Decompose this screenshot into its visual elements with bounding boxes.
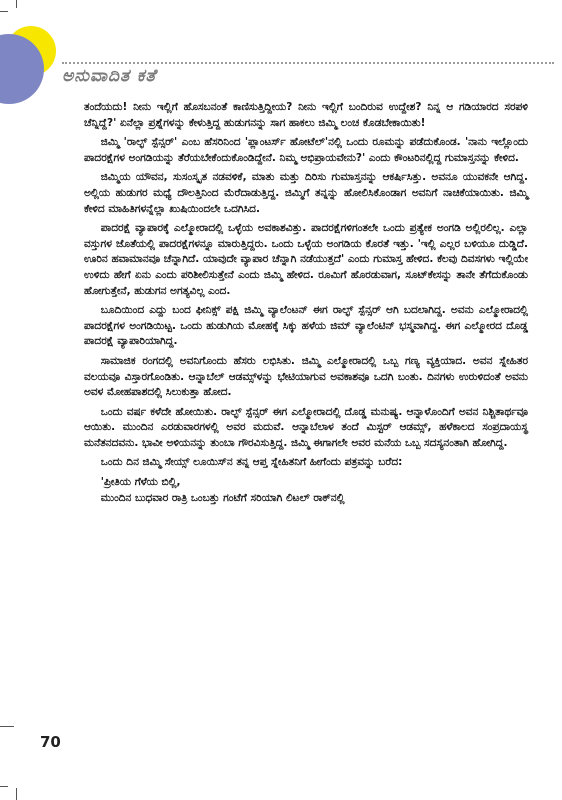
paragraph: ಸಾಮಾಜಿಕ ರಂಗದಲ್ಲಿ ಅವನಿಗೊಂದು ಹೆಸರು ಲಭಿಸಿತು. ಜಿಮ್ಮಿ ಎಲ್ಮೋರಾದಲ್ಲಿ ಒಬ್ಬ ಗಣ್ಯ ವ್ಯಕ್ತಿಯಾದ. ಅವನ ಸ್ನೇಹಿತರ ವಲಯವೂ ವಿಸ್ತಾರಗೊಂಡಿತು. ಆನ್ನಾಬೆಲ್ ಆಡಮ್ಸ್‌ಳನ್ನು ಭೇಟಿಯಾಗುವ ಅವಕಾಶವೂ ಒದಗಿ ಬಂತು. ದಿನಗಳು ಉರುಳಿದಂತೆ ಅವನು ಅವಳ ಮೋಹಪಾಶದಲ್ಲಿ ಸಿಲುಕುತ್ತಾ ಹೋದ.	[84, 354, 528, 399]
paragraph: ಬೂದಿಯಿಂದ ಎದ್ದು ಬಂದ ಫೀನಿಕ್ಸ್ ಪಕ್ಷಿ ಜಿಮ್ಮಿ ವ್ಯಾಲೆಂಟನ್ ಈಗ ರಾಲ್ಫ್ ಸ್ಪೆನ್ಸರ್ ಆಗಿ ಬದಲಾಗಿದ್ದ. ಅವನು ಎಲ್ಮೋರಾದಲ್ಲಿ ಪಾದರಕ್ಷೆಗಳ ಅಂಗಡಿಯಿಟ್ಟ. ಒಂದು ಹುಡುಗಿಯ ಮೋಹಕ್ಕೆ ಸಿಕ್ಕು ಹಳೆಯ ಜಿಮ್ ವ್ಯಾಲೆಂಟಿನ್ ಭಸ್ಮವಾಗಿದ್ದ. ಈಗ ಎಲ್ಮೋರದ ದೊಡ್ಡ ಪಾದರಕ್ಷೆ ವ್ಯಾಪಾರಿಯಾಗಿದ್ದ.	[84, 304, 528, 348]
paragraph: ಜಿಮ್ಮಿ 'ರಾಲ್ಫ್ ಸ್ಪೆನ್ಸರ್' ಎಂಬ ಹೆಸರಿನಿಂದ 'ಪ್ಲಾಂಟರ್ಸ್ ಹೋಟೆಲ್'ನಲ್ಲಿ ಒಂದು ರೂಮನ್ನು ಪಡೆದುಕೊಂಡ. 'ನಾನು ಇಲ್ಲೊಂದು ಪಾದರಕ್ಷೆಗಳ ಅಂಗಡಿಯನ್ನು ತೆರೆಯಬೇಕೆಂದುಕೊಂಡಿದ್ದೇನೆ. ನಿಮ್ಮ ಅಭಿಪ್ರಾಯವೇನು?' ಎಂದು ಕೌಂಟರಿನಲ್ಲಿದ್ದ ಗುಮಾಸ್ತನನ್ನು ಕೇಳಿದ.	[84, 136, 528, 164]
page-number: 70	[40, 733, 61, 751]
letter-line: ಮುಂದಿನ ಬುಧವಾರ ರಾತ್ರಿ ಒಂಬತ್ತು ಗಂಟೆಗೆ ಸರಿಯಾಗಿ ಲಿಟಲ್ ರಾಕ್‌ನಲ್ಲಿ	[100, 491, 345, 504]
page-number-rule	[0, 726, 14, 727]
story-body	[84, 100, 528, 506]
section-title: ಅನುವಾದಿತ ಕತೆ	[62, 66, 157, 86]
letter-salutation: 'ಪ್ರೀತಿಯ ಗೆಳೆಯ ಬಿಲ್ಲಿ,	[100, 476, 181, 489]
paragraph: ಪಾದರಕ್ಷೆ ವ್ಯಾಪಾರಕ್ಕೆ ಎಲ್ಮೋರಾದಲ್ಲಿ ಒಳ್ಳೆಯ ಅವಕಾಶವಿತ್ತು. ಪಾದರಕ್ಷೆಗಳಿಗಂತಲೇ ಒಂದು ಪ್ರತ್ಯೇಕ ಅಂಗಡಿ ಅಲ್ಲಿರಲಿಲ್ಲ. ಎಲ್ಲಾ ವಸ್ತುಗಳ ಜೊತೆಯಲ್ಲಿ ಪಾದರಕ್ಷೆಗಳನ್ನೂ ಮಾರುತ್ತಿದ್ದರು. ಒಂದು ಒಳ್ಳೆಯ ಅಂಗಡಿಯ ಕೊರತೆ ಇತ್ತು. 'ಇಲ್ಲಿ ಎಲ್ಲರ ಬಳಿಯೂ ದುಡ್ಡಿದೆ. ಊರಿನ ಹವಾಮಾನವೂ ಚೆನ್ನಾಗಿದೆ. ಯಾವುದೇ ವ್ಯಾಪಾರ ಚೆನ್ನಾಗಿ ನಡೆಯುತ್ತದೆ' ಎಂದು ಗುಮಾಸ್ತ ಹೇಳಿದ. ಕೆಲವು ದಿವಸಗಳು ಇಲ್ಲಿಯೇ ಉಳಿದು ಹೇಗೆ ಏನು ಎಂದು ಪರಿಶೀಲಿಸುತ್ತೇನೆ ಎಂದು ಜಿಮ್ಮಿ ಹೇಳಿದ. ರೂಮಿಗೆ ಹೊರಡುವಾಗ, ಸೂಟ್‌ಕೇಸನ್ನು ತಾನೇ ತೆಗೆದುಕೊಂಡು ಹೋಗುತ್ತೇನೆ, ಹುಡುಗನ ಅಗತ್ಯವಿಲ್ಲ ಎಂದ.	[84, 222, 528, 297]
paragraph: ಜಿಮ್ಮಿಯ ಯೌವನ, ಸುಸಂಸ್ಕೃತ ನಡವಳಿಕೆ, ಮಾತು ಮತ್ತು ದಿರಿಸು ಗುಮಾಸ್ತನನ್ನು ಆಕರ್ಷಿಸಿತ್ತು. ಅವನೂ ಯುವಕನೇ ಆಗಿದ್ದ. ಅಲ್ಲಿಯ ಹುಡುಗರ ಮಧ್ಯೆ ದೌಲತ್ತಿನಿಂದ ಮೆರೆದಾಡುತ್ತಿದ್ದ. ಜಿಮ್ಮಿಗೆ ತನ್ನನ್ನು ಹೋಲಿಸಿಕೊಂಡಾಗ ಅವನಿಗೆ ನಾಚಿಕೆಯಾಯಿತು. ಜಿಮ್ಮಿ ಕೇಳಿದ ಮಾಹಿತಿಗಳನ್ನೆಲ್ಲಾ ಖುಷಿಯಿಂದಲೇ ಒದಗಿಸಿದ.	[84, 171, 528, 215]
paragraph: ಒಂದು ದಿನ ಜಿಮ್ಮಿ ಸೇಯ್ಸ್ ಲೂಯಿಸ್‌ನ ತನ್ನ ಆಪ್ತ ಸ್ನೇಹಿತನಿಗೆ ಹೀಗೆಂದು ಪತ್ರವನ್ನು ಬರೆದ:	[100, 456, 403, 469]
paragraph: ಒಂದು ವರ್ಷ ಕಳೆದೇ ಹೋಯಿತು. ರಾಲ್ಫ್ ಸ್ಪೆನ್ಸರ್ ಈಗ ಎಲ್ಮೋರಾದಲ್ಲಿ ದೊಡ್ಡ ಮನುಷ್ಯ. ಆನ್ನಾಳೊಂದಿಗೆ ಅವನ ನಿಶ್ಚಿತಾರ್ಥವೂ ಆಯಿತು. ಮುಂದಿನ ಎರಡುವಾರಗಳಲ್ಲಿ ಅವರ ಮದುವೆ. ಆನ್ನಾಬೆಲಾಳ ತಂದೆ ಮಿಸ್ಟರ್ ಆಡಮ್ಸ್, ಹಳೆಕಾಲದ ಸಂಪ್ರದಾಯಸ್ಥ ಮನೆತನದವನು. ಭಾವೀ ಅಳಿಯನನ್ನು ತುಂಬಾ ಗೌರವಿಸುತ್ತಿದ್ದ. ಜಿಮ್ಮಿ ಈಗಾಗಲೇ ಅವರ ಮನೆಯ ಒಬ್ಬ ಸದಸ್ಯನಂತಾಗಿ ಹೋಗಿದ್ದ.	[84, 405, 528, 449]
header-dotted-rule	[62, 62, 554, 64]
paragraph: ತಂದೆಯದು! ನೀನು ಇಲ್ಲಿಗೆ ಹೊಸಬನಂತೆ ಕಾಣಿಸುತ್ತಿದ್ದೀಯ? ನೀನು ಇಲ್ಲಿಗೆ ಬಂದಿರುವ ಉದ್ದೇಶ? ನಿನ್ನ ಆ ಗಡಿಯಾರದ ಸರಪಳಿ ಚೆನ್ನಿದ್ದೆ?' ಏನೆಲ್ಲಾ ಪ್ರಶ್ನೆಗಳನ್ನು ಕೇಳುತ್ತಿದ್ದ ಹುಡುಗನನ್ನು ಸಾಗ ಹಾಕಲು ಜಿಮ್ಮಿ ಲಂಚ ಕೊಡಬೇಕಾಯಿತು!	[84, 101, 528, 129]
